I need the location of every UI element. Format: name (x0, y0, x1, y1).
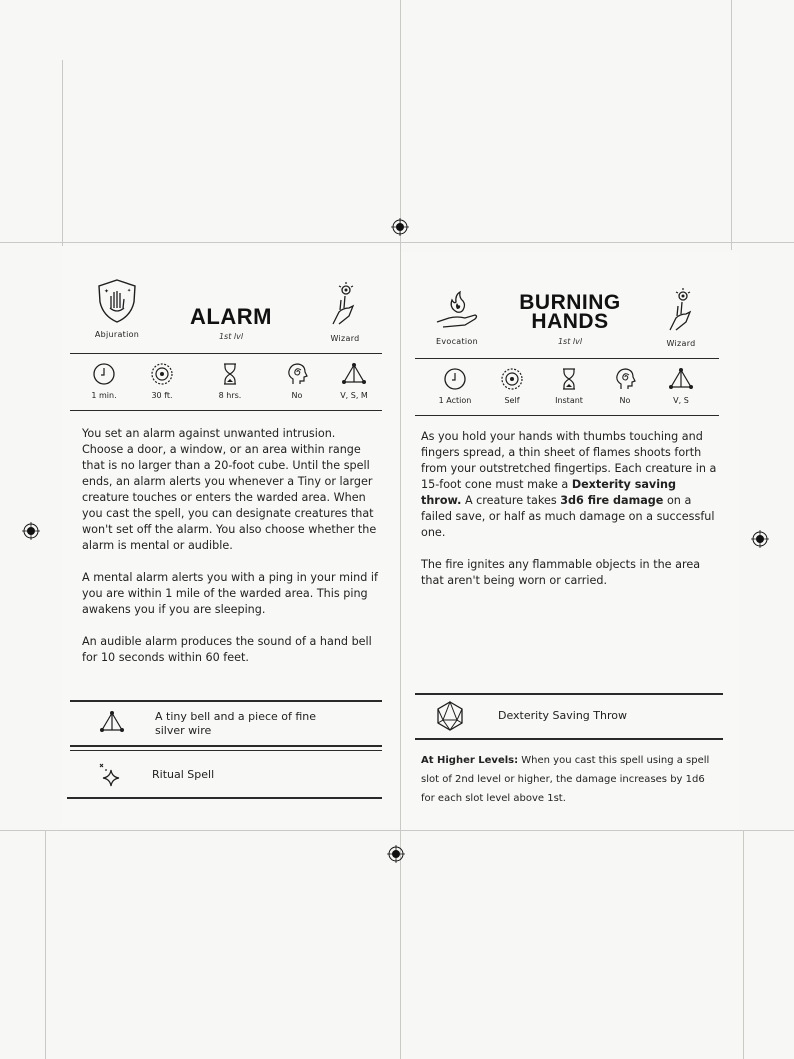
description-paragraph: As you hold your hands with thumbs touching and fingers spread, a thin sheet of flames shoots forth from your outstretched fingertips. Each creature in a 15-foot cone must make a Dexterity saving throw. A creature takes 3d6 fire damage on a failed save, or half as much damage on a successful one. (421, 430, 717, 539)
saving-throw-label: Dexterity Saving Throw (498, 709, 627, 722)
description-paragraph: An audible alarm produces the sound of a hand bell for 10 seconds within 60 feet. (82, 635, 372, 664)
class-label: Wizard (330, 334, 360, 343)
spell-level: 1st lvl (218, 332, 244, 341)
hourglass-icon (557, 367, 581, 391)
registration-mark (387, 845, 405, 863)
cut-line (743, 830, 744, 1059)
stat-casting-time (423, 367, 487, 405)
components-value: V, S (673, 396, 689, 405)
stat-range (480, 367, 544, 405)
cut-line (45, 830, 46, 1059)
clock-icon (92, 362, 116, 386)
divider (415, 415, 719, 416)
spell-title-line-2: HANDS (531, 310, 609, 333)
range-value: Self (504, 396, 520, 405)
cut-line (62, 60, 63, 246)
svg-text:✦: ✦ (127, 288, 132, 294)
stat-components (649, 367, 713, 405)
spell-description (82, 426, 378, 682)
class-label: Wizard (666, 339, 696, 348)
range-value: 30 ft. (151, 391, 173, 400)
stat-casting-time (72, 362, 136, 400)
concentration-value: No (619, 396, 631, 405)
ritual-row (62, 756, 400, 792)
stat-duration (537, 367, 601, 405)
hourglass-icon (218, 362, 242, 386)
target-icon (150, 362, 174, 386)
spell-level: 1st lvl (557, 337, 583, 346)
material-row (62, 706, 400, 742)
divider (70, 410, 382, 411)
description-paragraph: A mental alarm alerts you with a ping in your mind if you are within 1 mile of the warded area. This ping awakens you if you are sleeping. (82, 571, 378, 616)
cut-line (731, 0, 732, 250)
cut-line (0, 830, 794, 831)
wizard-hand-icon (666, 286, 696, 334)
divider (70, 750, 382, 751)
divider (67, 797, 382, 799)
spell-title: ALARM (190, 304, 272, 329)
concentration-value: No (291, 391, 303, 400)
components-value: V, S, M (340, 391, 368, 400)
registration-mark (22, 522, 40, 540)
spell-card-burning-hands (401, 252, 739, 830)
card-header (401, 252, 739, 360)
divider (70, 700, 382, 702)
school-label: Abjuration (94, 330, 140, 339)
wizard-hand-icon (329, 280, 359, 328)
divider (415, 693, 723, 695)
divider (70, 353, 382, 354)
ritual-label: Ritual Spell (152, 768, 215, 781)
divider (415, 738, 723, 740)
duration-value: 8 hrs. (218, 391, 242, 400)
head-spiral-icon (613, 367, 637, 391)
saving-throw-emphasis: Dexterity saving throw. (421, 478, 677, 507)
divider (415, 358, 719, 359)
higher-levels (421, 751, 721, 808)
damage-emphasis: 3d6 fire damage (560, 494, 664, 507)
spell-description (421, 429, 717, 605)
description-paragraph: You set an alarm against unwanted intrusion. Choose a door, a window, or an area within range that is no larger than a 20-foot cube. Until the spell ends, an alarm alerts you whenever a Tiny or larger creature touches or enters the warded area. When you cast the spell, you can designate creatures that won't set off the alarm. You also choose whether the alarm is mental or audible. (82, 427, 377, 552)
d20-icon (435, 700, 465, 732)
stat-duration (198, 362, 262, 400)
higher-levels-text: When you cast this spell using a spell slot of 2nd level or higher, the damage increases by 1d6 for each slot level above 1st. (421, 755, 710, 804)
stat-concentration (593, 367, 657, 405)
description-paragraph: The fire ignites any flammable objects in the area that aren't being worn or carried. (421, 558, 701, 587)
duration-value: Instant (555, 396, 583, 405)
higher-levels-label: At Higher Levels: (421, 755, 519, 766)
svg-text:✦: ✦ (104, 288, 110, 295)
casting-time-value: 1 min. (91, 391, 117, 400)
stat-components (322, 362, 386, 400)
registration-mark (391, 218, 409, 236)
spell-card-alarm (62, 246, 400, 828)
saving-throw-row (401, 698, 739, 736)
target-icon (500, 367, 524, 391)
school-label: Evocation (435, 337, 478, 346)
triangle-nodes-icon (341, 362, 367, 386)
clock-icon (443, 367, 467, 391)
sparkle-icon (96, 762, 122, 788)
divider (70, 745, 382, 747)
registration-mark (751, 530, 769, 548)
head-spiral-icon (285, 362, 309, 386)
triangle-nodes-icon (98, 710, 126, 734)
spell-title-line-1: BURNING (519, 291, 621, 314)
material-component: A tiny bell and a piece of fine silver wire (155, 710, 317, 737)
cut-line (0, 242, 794, 243)
triangle-nodes-icon (668, 367, 694, 391)
card-header (62, 246, 400, 354)
stat-concentration (265, 362, 329, 400)
stat-range (130, 362, 194, 400)
casting-time-value: 1 Action (438, 396, 472, 405)
